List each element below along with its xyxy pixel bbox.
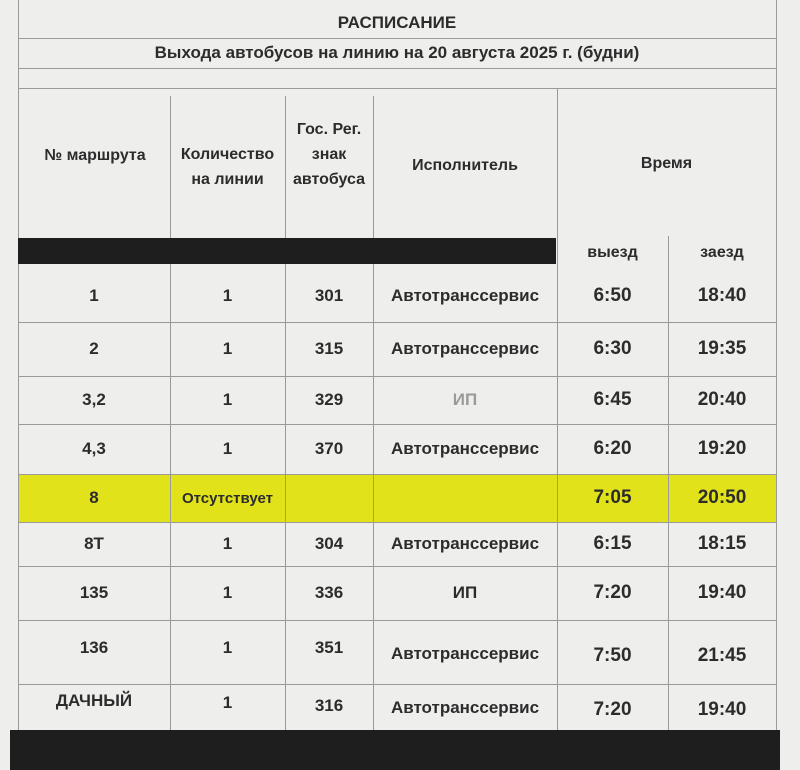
cell-departure: 6:15 <box>593 533 632 554</box>
cell-quantity: 1 <box>222 339 233 358</box>
cell-quantity: 1 <box>222 390 233 409</box>
cell-arrival: 19:20 <box>697 438 747 459</box>
cell-plate: 316 <box>314 696 344 715</box>
footer-bar <box>10 730 780 770</box>
cell-operator: Автотранссервис <box>390 286 540 305</box>
cell-quantity: 1 <box>222 693 233 712</box>
header-time: Время <box>640 154 693 172</box>
cell-plate: 329 <box>314 390 344 409</box>
cell-route: 1 <box>89 286 99 305</box>
cell-route: 2 <box>89 339 99 358</box>
cell-arrival: 21:45 <box>697 645 747 666</box>
cell-quantity: Отсутствует <box>181 489 273 507</box>
cell-departure: 6:30 <box>593 338 632 359</box>
cell-plate: 336 <box>314 583 344 602</box>
header-operator: Исполнитель <box>412 156 518 174</box>
cell-operator: Автотранссервис <box>390 534 540 553</box>
page-subtitle: Выхода автобусов на линию на 20 августа 2025 г. (будни) <box>154 43 640 62</box>
cell-operator: Автотранссервис <box>390 439 540 458</box>
cell-quantity: 1 <box>222 286 233 305</box>
cell-operator: Автотранссервис <box>390 644 540 663</box>
cell-arrival: 19:40 <box>697 699 747 720</box>
cell-departure: 6:45 <box>593 389 632 410</box>
header-arrival: заезд <box>700 243 744 261</box>
cell-quantity: 1 <box>222 534 233 553</box>
cell-arrival: 20:40 <box>697 389 747 410</box>
header-departure: выезд <box>587 243 638 261</box>
cell-arrival: 19:40 <box>697 582 747 603</box>
cell-departure: 7:05 <box>593 487 632 508</box>
cell-quantity: 1 <box>222 583 233 602</box>
cell-arrival: 19:35 <box>697 338 747 359</box>
cell-plate: 315 <box>314 339 344 358</box>
cell-departure: 7:50 <box>593 645 632 666</box>
header-divider-bar <box>18 238 556 264</box>
cell-plate: 304 <box>314 534 344 553</box>
header-plate: Гос. Рег. знак автобуса <box>292 120 366 188</box>
cell-departure: 7:20 <box>593 699 632 720</box>
header-quantity: Количество на линии <box>180 146 275 188</box>
cell-route: 8Т <box>84 534 104 553</box>
page-title: РАСПИСАНИЕ <box>337 13 457 32</box>
cell-quantity: 1 <box>222 638 233 657</box>
cell-route: 8 <box>89 488 99 507</box>
cell-operator: Автотранссервис <box>390 698 540 717</box>
cell-route: 3,2 <box>82 390 106 409</box>
cell-route: 135 <box>79 583 109 602</box>
cell-plate: 301 <box>314 286 344 305</box>
cell-quantity: 1 <box>222 439 233 458</box>
cell-arrival: 18:15 <box>697 533 747 554</box>
cell-departure: 6:50 <box>593 285 632 306</box>
cell-plate <box>285 474 373 522</box>
cell-departure: 7:20 <box>593 582 632 603</box>
cell-plate: 351 <box>314 638 344 657</box>
cell-operator: ИП <box>452 583 478 602</box>
cell-route: 136 <box>79 638 109 657</box>
cell-departure: 6:20 <box>593 438 632 459</box>
cell-arrival: 18:40 <box>697 285 747 306</box>
cell-operator: ИП <box>452 390 478 409</box>
cell-route: 4,3 <box>82 439 106 458</box>
cell-arrival: 20:50 <box>697 487 747 508</box>
cell-route: ДАЧНЫЙ <box>55 691 133 710</box>
cell-operator <box>373 474 557 522</box>
cell-operator: Автотранссервис <box>390 339 540 358</box>
header-route: № маршрута <box>44 146 146 164</box>
cell-plate: 370 <box>314 439 344 458</box>
